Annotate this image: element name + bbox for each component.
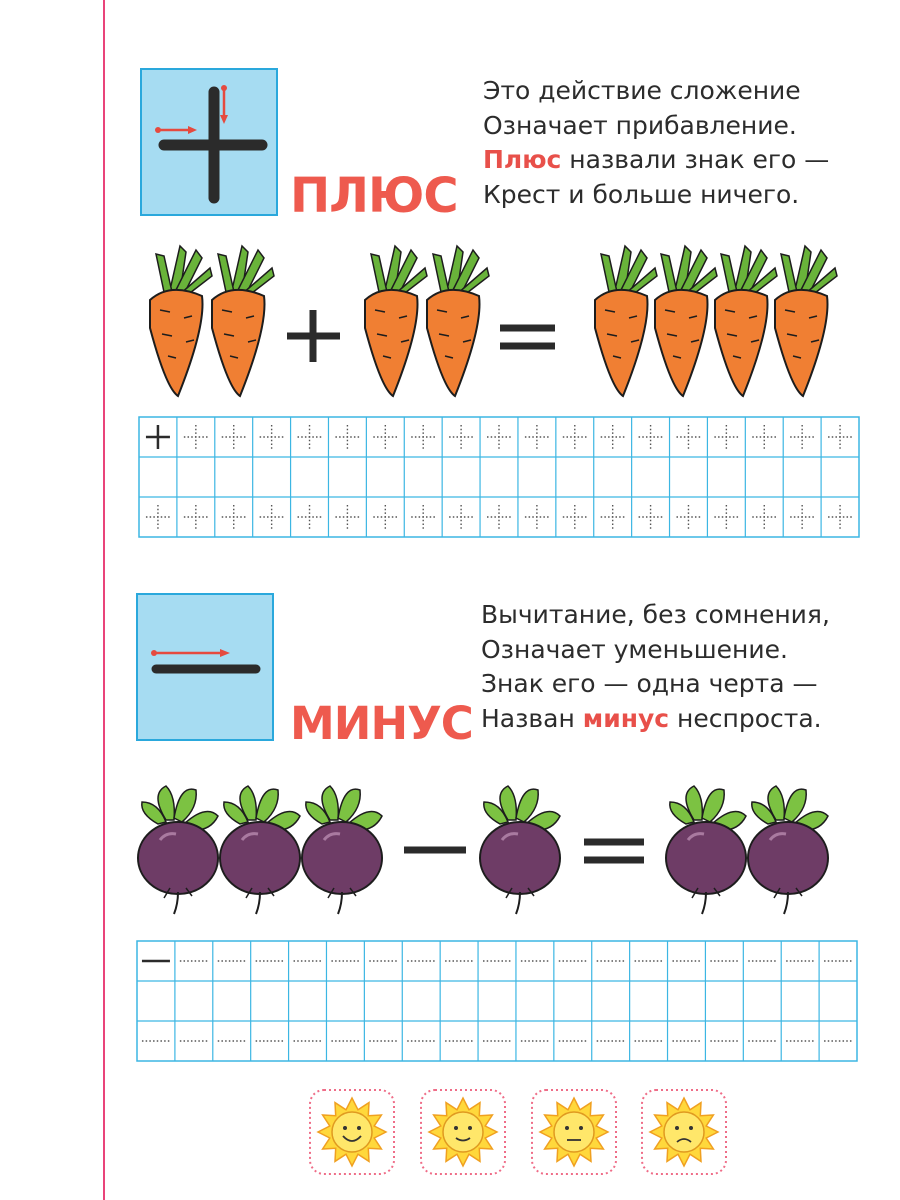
beet-icon	[138, 786, 218, 914]
plus-stroke-icon	[142, 70, 276, 214]
carrot-icon	[150, 246, 212, 396]
poem-line: Вычитание, без сомнения,	[481, 600, 830, 629]
plus-highlight: Плюс	[483, 145, 562, 174]
carrot-addition-example	[140, 238, 860, 408]
carrot-icon	[212, 246, 274, 396]
beet-subtraction-example	[136, 780, 841, 920]
poem-line: Означает прибавление.	[483, 110, 797, 140]
carrot-icon	[595, 246, 657, 396]
beet-icon	[480, 786, 560, 914]
carrot-icon	[715, 246, 777, 396]
carrot-icon	[775, 246, 837, 396]
poem-text: Назван	[481, 703, 583, 733]
minus-stroke-icon	[138, 595, 272, 739]
poem-text: назвали знак его —	[561, 145, 830, 174]
poem-line: Крест и больше ничего.	[483, 179, 800, 209]
minus-practice-grid[interactable]	[136, 940, 858, 1062]
plus-poem	[483, 74, 829, 212]
poem-line: Означает уменьшение.	[481, 634, 788, 664]
plus-sign-box	[140, 68, 278, 216]
carrot-icon	[365, 246, 427, 396]
minus-sign-name: МИНУС	[290, 697, 473, 750]
poem-line	[483, 143, 829, 178]
poem-line: Знак его — одна черта —	[481, 669, 818, 698]
sun-smile-icon[interactable]	[419, 1088, 507, 1176]
plus-sign-name: ПЛЮС	[290, 168, 458, 224]
sun-neutral-icon[interactable]	[530, 1088, 618, 1176]
beet-icon	[302, 786, 382, 914]
sun-happy-icon[interactable]	[308, 1088, 396, 1176]
beet-icon	[748, 786, 828, 914]
minus-sign-box	[136, 593, 274, 741]
page-margin-line	[103, 0, 105, 1200]
carrot-icon	[655, 246, 717, 396]
poem-line	[481, 702, 830, 737]
sun-sad-icon[interactable]	[640, 1088, 728, 1176]
minus-highlight: минус	[582, 703, 670, 733]
minus-poem	[481, 598, 830, 736]
carrot-icon	[427, 246, 489, 396]
beet-icon	[666, 786, 746, 914]
poem-line: Это действие сложение	[483, 76, 801, 105]
poem-text: неспроста.	[669, 703, 822, 733]
beet-icon	[220, 786, 300, 914]
plus-practice-grid[interactable]	[138, 416, 860, 540]
